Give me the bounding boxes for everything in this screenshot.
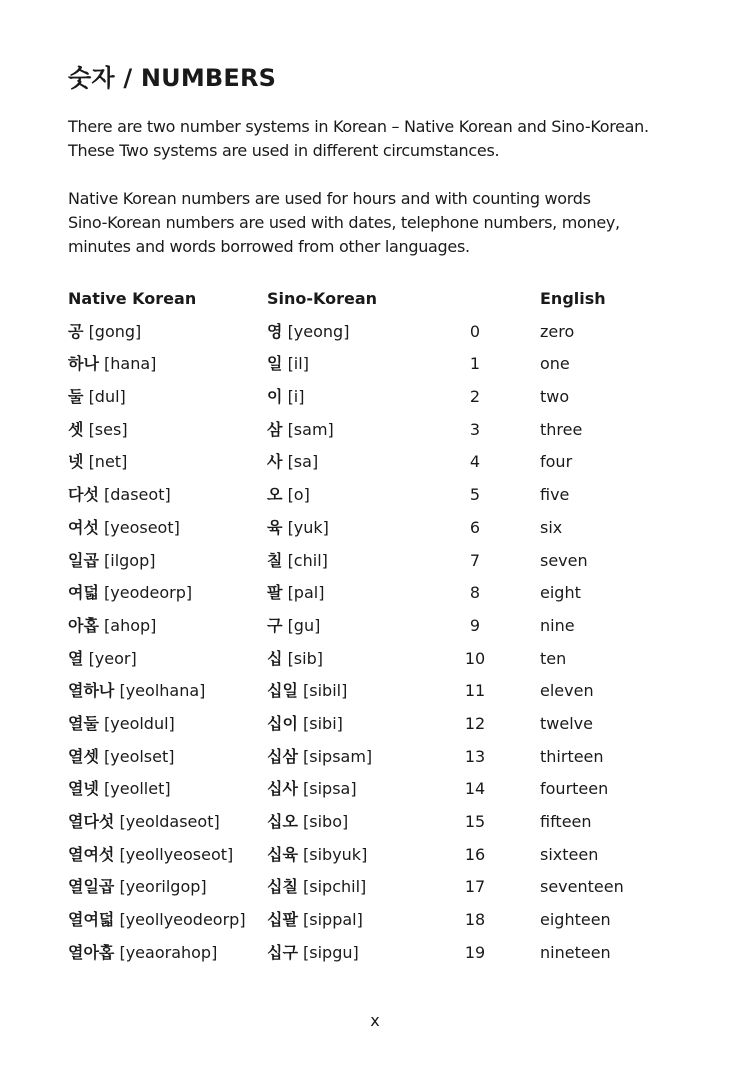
native-korean-cell xyxy=(68,741,175,774)
table-row xyxy=(68,806,688,839)
native-korean-romanization: [ses] xyxy=(88,419,128,439)
number-value: 10 xyxy=(464,648,486,668)
sino-korean-romanization: [sibi] xyxy=(303,713,343,733)
sino-korean-cell xyxy=(267,937,359,970)
sino-korean-romanization: [i] xyxy=(287,387,305,407)
sino-korean-romanization: [sib] xyxy=(287,648,323,668)
number-cell xyxy=(460,381,490,414)
number-value: 11 xyxy=(464,681,486,701)
sino-korean-cell xyxy=(267,479,310,512)
page-title: 숫자 / NUMBERS xyxy=(68,64,277,92)
english-word: two xyxy=(540,387,570,407)
table-row xyxy=(68,904,688,937)
native-korean-romanization: [daseot] xyxy=(104,485,171,505)
sino-korean-word: 십오 xyxy=(267,812,298,831)
sino-korean-romanization: [sipgu] xyxy=(303,942,359,962)
native-korean-word: 하나 xyxy=(68,354,99,374)
number-value: 0 xyxy=(469,321,481,341)
sino-korean-cell xyxy=(267,675,347,708)
sino-korean-romanization: [sa] xyxy=(287,452,319,472)
usage-line-2: Sino-Korean numbers are used with dates, telephone numbers, money, xyxy=(68,213,620,232)
table-row xyxy=(68,675,688,708)
english-word: one xyxy=(540,354,570,374)
native-korean-romanization: [yeolhana] xyxy=(119,681,206,701)
number-cell xyxy=(460,773,490,806)
native-korean-word: 일곱 xyxy=(68,550,99,570)
sino-korean-cell xyxy=(267,414,334,447)
native-korean-cell xyxy=(68,806,220,839)
native-korean-cell xyxy=(68,937,217,970)
english-cell xyxy=(540,773,608,806)
sino-korean-cell xyxy=(267,741,372,774)
english-cell xyxy=(540,937,611,970)
number-value: 9 xyxy=(469,615,481,635)
table-row xyxy=(68,773,688,806)
number-value: 13 xyxy=(464,746,486,766)
native-korean-word: 열여덟 xyxy=(68,910,115,930)
native-korean-word: 열여섯 xyxy=(68,844,115,864)
sino-korean-word: 삼 xyxy=(267,419,283,439)
english-cell xyxy=(540,479,569,512)
number-value: 8 xyxy=(469,583,481,603)
sino-korean-cell xyxy=(267,446,318,479)
native-korean-romanization: [yeoseot] xyxy=(104,517,180,537)
sino-korean-romanization: [chil] xyxy=(287,550,328,570)
sino-korean-romanization: [sibyuk] xyxy=(303,844,368,864)
native-korean-cell xyxy=(68,479,171,512)
sino-korean-romanization: [sibo] xyxy=(303,812,349,831)
english-word: eighteen xyxy=(540,910,611,930)
table-row xyxy=(68,446,688,479)
native-korean-cell xyxy=(68,348,156,381)
number-value: 2 xyxy=(469,387,481,407)
sino-korean-cell xyxy=(267,545,328,578)
native-korean-word: 열둘 xyxy=(68,713,99,733)
english-word: six xyxy=(540,517,563,537)
table-row xyxy=(68,871,688,904)
number-cell xyxy=(460,708,490,741)
sino-korean-word: 십사 xyxy=(267,779,298,799)
sino-korean-romanization: [yeong] xyxy=(287,321,350,341)
native-korean-romanization: [net] xyxy=(88,452,128,472)
english-word: seven xyxy=(540,550,588,570)
header-sino-korean: Sino-Korean xyxy=(267,289,378,308)
number-value: 18 xyxy=(464,910,486,930)
number-cell xyxy=(460,512,490,545)
sino-korean-word: 사 xyxy=(267,452,283,472)
sino-korean-cell xyxy=(267,806,348,839)
sino-korean-word: 육 xyxy=(267,517,283,537)
sino-korean-word: 십팔 xyxy=(267,910,298,930)
english-cell xyxy=(540,643,566,676)
number-value: 15 xyxy=(464,812,486,831)
english-word: fourteen xyxy=(540,779,609,799)
number-cell xyxy=(460,904,490,937)
number-cell xyxy=(460,839,490,872)
table-row xyxy=(68,937,688,970)
sino-korean-romanization: [sipsa] xyxy=(303,779,357,799)
sino-korean-romanization: [o] xyxy=(287,485,310,505)
english-cell xyxy=(540,806,592,839)
number-cell xyxy=(460,643,490,676)
english-cell xyxy=(540,610,575,643)
number-cell xyxy=(460,806,490,839)
sino-korean-word: 십칠 xyxy=(267,877,298,897)
sino-korean-cell xyxy=(267,773,357,806)
native-korean-word: 여덟 xyxy=(68,583,99,603)
sino-korean-romanization: [sam] xyxy=(287,419,334,439)
english-word: four xyxy=(540,452,573,472)
english-word: eleven xyxy=(540,681,594,701)
native-korean-cell xyxy=(68,545,156,578)
number-cell xyxy=(460,446,490,479)
sino-korean-word: 십이 xyxy=(267,713,298,733)
sino-korean-cell xyxy=(267,512,329,545)
number-cell xyxy=(460,577,490,610)
english-word: eight xyxy=(540,583,581,603)
sino-korean-word: 팔 xyxy=(267,583,283,603)
native-korean-word: 공 xyxy=(68,321,84,341)
sino-korean-word: 십일 xyxy=(267,681,298,701)
sino-korean-word: 일 xyxy=(267,354,283,374)
native-korean-cell xyxy=(68,414,128,447)
english-word: twelve xyxy=(540,713,593,733)
native-korean-romanization: [ahop] xyxy=(104,615,157,635)
sino-korean-word: 십 xyxy=(267,648,283,668)
english-cell xyxy=(540,708,593,741)
native-korean-word: 열다섯 xyxy=(68,812,115,831)
english-word: sixteen xyxy=(540,844,599,864)
table-row xyxy=(68,316,688,349)
native-korean-cell xyxy=(68,839,233,872)
table-row xyxy=(68,610,688,643)
native-korean-romanization: [yeoldaseot] xyxy=(119,812,220,831)
number-cell xyxy=(460,414,490,447)
native-korean-word: 열일곱 xyxy=(68,877,115,897)
table-row xyxy=(68,577,688,610)
sino-korean-romanization: [sippal] xyxy=(303,910,363,930)
english-cell xyxy=(540,414,582,447)
english-word: fifteen xyxy=(540,812,592,831)
native-korean-romanization: [yeollet] xyxy=(104,779,171,799)
header-english: English xyxy=(540,289,606,308)
native-korean-word: 셋 xyxy=(68,419,84,439)
number-cell xyxy=(460,937,490,970)
number-value: 5 xyxy=(469,485,481,505)
page-number: x xyxy=(370,1011,380,1030)
sino-korean-cell xyxy=(267,381,305,414)
table-row xyxy=(68,839,688,872)
sino-korean-word: 구 xyxy=(267,615,283,635)
numbers-table xyxy=(68,283,688,969)
english-cell xyxy=(540,871,624,904)
sino-korean-cell xyxy=(267,348,309,381)
table-row xyxy=(68,479,688,512)
native-korean-romanization: [yeoldul] xyxy=(104,713,175,733)
table-row xyxy=(68,512,688,545)
native-korean-word: 아홉 xyxy=(68,615,99,635)
english-cell xyxy=(540,381,569,414)
number-value: 3 xyxy=(469,419,481,439)
sino-korean-cell xyxy=(267,577,324,610)
native-korean-word: 둘 xyxy=(68,387,84,407)
native-korean-cell xyxy=(68,512,180,545)
table-row xyxy=(68,545,688,578)
table-row xyxy=(68,381,688,414)
english-cell xyxy=(540,545,588,578)
sino-korean-cell xyxy=(267,839,367,872)
number-cell xyxy=(460,316,490,349)
sino-korean-word: 칠 xyxy=(267,550,283,570)
table-header-row xyxy=(68,283,688,316)
native-korean-word: 여섯 xyxy=(68,517,99,537)
table-row xyxy=(68,741,688,774)
native-korean-word: 열하나 xyxy=(68,681,115,701)
english-word: nineteen xyxy=(540,942,611,962)
native-korean-romanization: [yeaorahop] xyxy=(119,942,218,962)
number-cell xyxy=(460,610,490,643)
sino-korean-word: 영 xyxy=(267,321,283,341)
sino-korean-word: 십삼 xyxy=(267,746,298,766)
usage-line-3: minutes and words borrowed from other languages. xyxy=(68,237,470,256)
table-row xyxy=(68,643,688,676)
sino-korean-cell xyxy=(267,904,363,937)
native-korean-word: 열셋 xyxy=(68,746,99,766)
number-cell xyxy=(460,675,490,708)
native-korean-word: 열 xyxy=(68,648,84,668)
native-korean-cell xyxy=(68,316,141,349)
number-value: 6 xyxy=(469,517,481,537)
native-korean-romanization: [hana] xyxy=(104,354,157,374)
sino-korean-romanization: [yuk] xyxy=(287,517,329,537)
number-value: 12 xyxy=(464,713,486,733)
sino-korean-word: 이 xyxy=(267,387,283,407)
native-korean-romanization: [yeodeorp] xyxy=(104,583,193,603)
native-korean-cell xyxy=(68,643,137,676)
sino-korean-word: 오 xyxy=(267,485,283,505)
native-korean-word: 다섯 xyxy=(68,485,99,505)
english-word: zero xyxy=(540,321,575,341)
native-korean-cell xyxy=(68,904,246,937)
intro-paragraph xyxy=(68,115,708,163)
english-word: ten xyxy=(540,648,567,668)
intro-line-1: There are two number systems in Korean – Native Korean and Sino-Korean. xyxy=(68,117,649,136)
native-korean-romanization: [yeorilgop] xyxy=(119,877,207,897)
english-cell xyxy=(540,675,594,708)
native-korean-word: 열넷 xyxy=(68,779,99,799)
english-cell xyxy=(540,512,562,545)
number-cell xyxy=(460,871,490,904)
native-korean-cell xyxy=(68,708,175,741)
native-korean-romanization: [yeollyeoseot] xyxy=(119,844,234,864)
english-word: nine xyxy=(540,615,575,635)
table-row xyxy=(68,708,688,741)
number-value: 19 xyxy=(464,942,486,962)
number-cell xyxy=(460,348,490,381)
sino-korean-word: 십육 xyxy=(267,844,298,864)
usage-paragraph xyxy=(68,187,708,259)
native-korean-word: 열아홉 xyxy=(68,942,115,962)
sino-korean-cell xyxy=(267,708,343,741)
sino-korean-romanization: [sibil] xyxy=(303,681,348,701)
english-word: thirteen xyxy=(540,746,604,766)
english-cell xyxy=(540,904,611,937)
sino-korean-cell xyxy=(267,643,323,676)
usage-line-1: Native Korean numbers are used for hours and with counting words xyxy=(68,189,591,208)
table-row xyxy=(68,414,688,447)
native-korean-romanization: [yeollyeodeorp] xyxy=(119,910,246,930)
number-value: 4 xyxy=(469,452,481,472)
intro-line-2: These Two systems are used in different circumstances. xyxy=(68,141,500,160)
sino-korean-cell xyxy=(267,610,320,643)
native-korean-cell xyxy=(68,610,156,643)
native-korean-romanization: [yeolset] xyxy=(104,746,175,766)
sino-korean-cell xyxy=(267,871,366,904)
table-row xyxy=(68,348,688,381)
native-korean-cell xyxy=(68,675,205,708)
english-cell xyxy=(540,577,581,610)
native-korean-romanization: [ilgop] xyxy=(104,550,156,570)
number-cell xyxy=(460,545,490,578)
number-value: 16 xyxy=(464,844,486,864)
english-cell xyxy=(540,741,604,774)
native-korean-cell xyxy=(68,381,126,414)
number-cell xyxy=(460,479,490,512)
sino-korean-word: 십구 xyxy=(267,942,298,962)
native-korean-romanization: [yeor] xyxy=(88,648,137,668)
english-word: seventeen xyxy=(540,877,624,897)
native-korean-cell xyxy=(68,446,127,479)
sino-korean-romanization: [il] xyxy=(287,354,309,374)
english-cell xyxy=(540,839,598,872)
sino-korean-romanization: [sipchil] xyxy=(303,877,367,897)
native-korean-cell xyxy=(68,773,171,806)
english-word: three xyxy=(540,419,583,439)
number-value: 7 xyxy=(469,550,481,570)
number-cell xyxy=(460,741,490,774)
sino-korean-cell xyxy=(267,316,349,349)
native-korean-romanization: [gong] xyxy=(88,321,142,341)
english-cell xyxy=(540,446,572,479)
sino-korean-romanization: [pal] xyxy=(287,583,325,603)
english-cell xyxy=(540,316,574,349)
english-cell xyxy=(540,348,570,381)
native-korean-cell xyxy=(68,871,207,904)
number-value: 17 xyxy=(464,877,486,897)
native-korean-cell xyxy=(68,577,192,610)
english-word: five xyxy=(540,485,570,505)
sino-korean-romanization: [gu] xyxy=(287,615,321,635)
number-value: 1 xyxy=(469,354,481,374)
sino-korean-romanization: [sipsam] xyxy=(303,746,373,766)
number-value: 14 xyxy=(464,779,486,799)
native-korean-word: 넷 xyxy=(68,452,84,472)
header-native-korean: Native Korean xyxy=(68,289,197,308)
native-korean-romanization: [dul] xyxy=(88,387,126,407)
